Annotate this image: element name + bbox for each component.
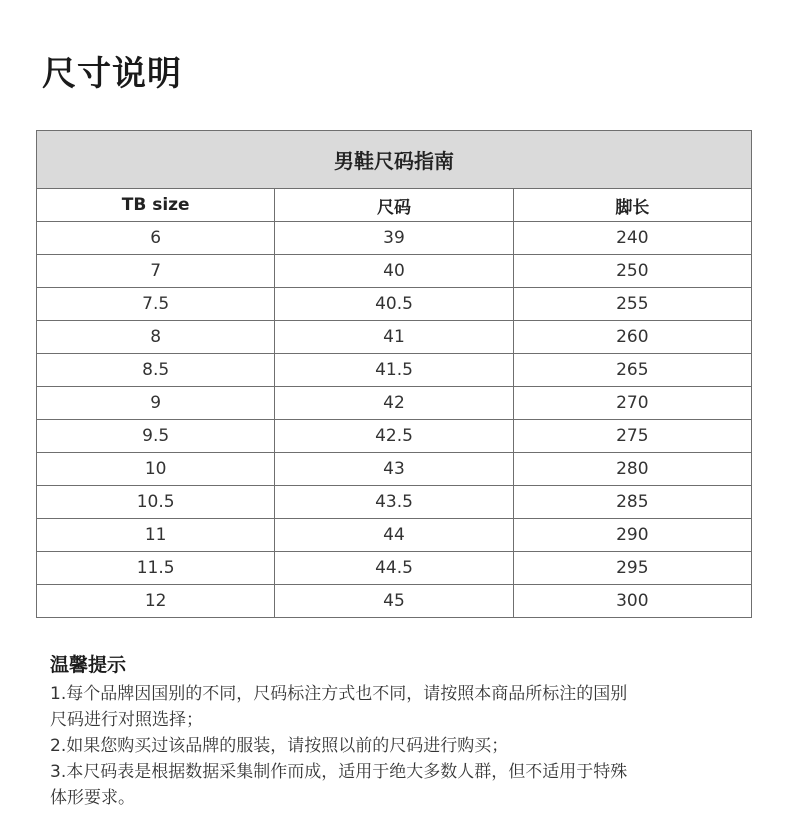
foot-length-cell: 265 <box>513 354 751 387</box>
foot-length-cell: 280 <box>513 453 751 486</box>
table-caption: 男鞋尺码指南 <box>37 131 752 189</box>
table-row <box>37 585 752 618</box>
tips-line: 3.本尺码表是根据数据采集制作而成，适用于绝大多数人群，但不适用于特殊 <box>50 762 628 782</box>
tb-size-cell: 9.5 <box>37 420 275 453</box>
tips-line: 体形要求。 <box>50 788 135 808</box>
tb-size-cell: 12 <box>37 585 275 618</box>
tb-size-cell: 7 <box>37 255 275 288</box>
tips-line: 1.每个品牌因国别的不同，尺码标注方式也不同，请按照本商品所标注的国别 <box>50 684 628 704</box>
header-tb-size: TB size <box>37 189 275 222</box>
table-row <box>37 453 752 486</box>
tb-size-cell: 6 <box>37 222 275 255</box>
table-row <box>37 288 752 321</box>
table-row <box>37 387 752 420</box>
foot-length-cell: 300 <box>513 585 751 618</box>
size-code-cell: 40.5 <box>275 288 513 321</box>
tb-size-cell: 9 <box>37 387 275 420</box>
table-row <box>37 321 752 354</box>
table-row <box>37 222 752 255</box>
foot-length-cell: 255 <box>513 288 751 321</box>
size-code-cell: 44 <box>275 519 513 552</box>
size-code-cell: 41.5 <box>275 354 513 387</box>
foot-length-cell: 250 <box>513 255 751 288</box>
table-row <box>37 354 752 387</box>
header-size-code: 尺码 <box>275 189 513 222</box>
table-caption-row <box>37 131 752 189</box>
table-row <box>37 420 752 453</box>
tb-size-cell: 8.5 <box>37 354 275 387</box>
foot-length-cell: 260 <box>513 321 751 354</box>
tb-size-cell: 7.5 <box>37 288 275 321</box>
table-row <box>37 486 752 519</box>
tb-size-cell: 11 <box>37 519 275 552</box>
foot-length-cell: 275 <box>513 420 751 453</box>
tb-size-cell: 10.5 <box>37 486 275 519</box>
size-code-cell: 39 <box>275 222 513 255</box>
tb-size-cell: 8 <box>37 321 275 354</box>
tips-body <box>50 681 750 811</box>
foot-length-cell: 290 <box>513 519 751 552</box>
tips-line: 2.如果您购买过该品牌的服装，请按照以前的尺码进行购买； <box>50 736 509 756</box>
table-header-row <box>37 189 752 222</box>
size-code-cell: 40 <box>275 255 513 288</box>
tb-size-cell: 10 <box>37 453 275 486</box>
size-code-cell: 42.5 <box>275 420 513 453</box>
header-foot-length: 脚长 <box>513 189 751 222</box>
size-code-cell: 42 <box>275 387 513 420</box>
tips-title: 温馨提示 <box>50 654 127 676</box>
foot-length-cell: 285 <box>513 486 751 519</box>
size-code-cell: 45 <box>275 585 513 618</box>
size-code-cell: 43 <box>275 453 513 486</box>
size-code-cell: 43.5 <box>275 486 513 519</box>
size-code-cell: 44.5 <box>275 552 513 585</box>
size-chart-table <box>36 130 752 618</box>
tips-section <box>50 650 750 811</box>
tb-size-cell: 11.5 <box>37 552 275 585</box>
size-code-cell: 41 <box>275 321 513 354</box>
page-title: 尺寸说明 <box>42 54 182 94</box>
table-row <box>37 519 752 552</box>
foot-length-cell: 240 <box>513 222 751 255</box>
foot-length-cell: 295 <box>513 552 751 585</box>
table-row <box>37 255 752 288</box>
table-row <box>37 552 752 585</box>
foot-length-cell: 270 <box>513 387 751 420</box>
tips-line: 尺码进行对照选择； <box>50 710 203 730</box>
